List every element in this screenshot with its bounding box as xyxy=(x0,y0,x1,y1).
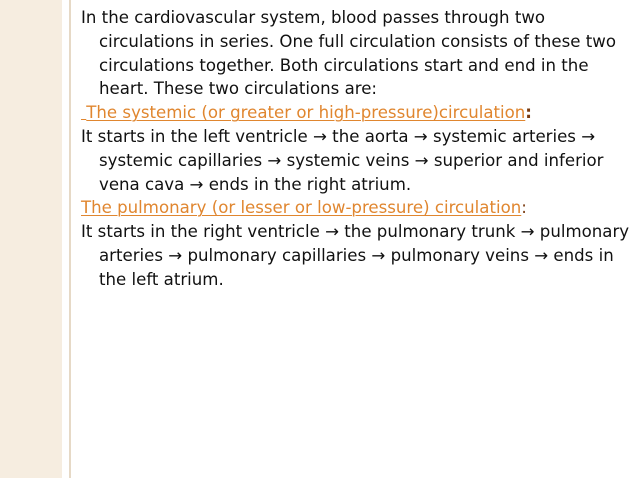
pulmonary-circulation-description: It starts in the right ventricle → the pulmonary trunk → pulmonary arteries → pulmonary capillaries → pulmonary veins → ends in the left atrium. xyxy=(81,222,630,289)
pulmonary-circulation-heading xyxy=(81,196,633,220)
systemic-circulation-heading xyxy=(81,101,633,125)
systemic-heading-colon: : xyxy=(525,103,532,123)
slide-content xyxy=(81,6,633,292)
systemic-circulation-description: It starts in the left ventricle → the aorta → systemic arteries → systemic capillaries → systemic veins → superior and inferior vena cava → ends in the right atrium. xyxy=(81,126,604,194)
systemic-circulation-link[interactable]: The systemic (or greater or high-pressure)circulation xyxy=(86,103,526,123)
left-vertical-rule xyxy=(69,0,71,478)
pulmonary-circulation-link[interactable]: The pulmonary (or lesser or low-pressure) circulation xyxy=(81,198,522,218)
pulmonary-heading-colon: : xyxy=(521,198,527,218)
left-decorative-band xyxy=(0,0,62,478)
intro-paragraph: In the cardiovascular system, blood passes through two circulations in series. One full circulation consists of these two circulations together. Both circulations start and end in the heart. These two circulations are: xyxy=(81,8,616,99)
